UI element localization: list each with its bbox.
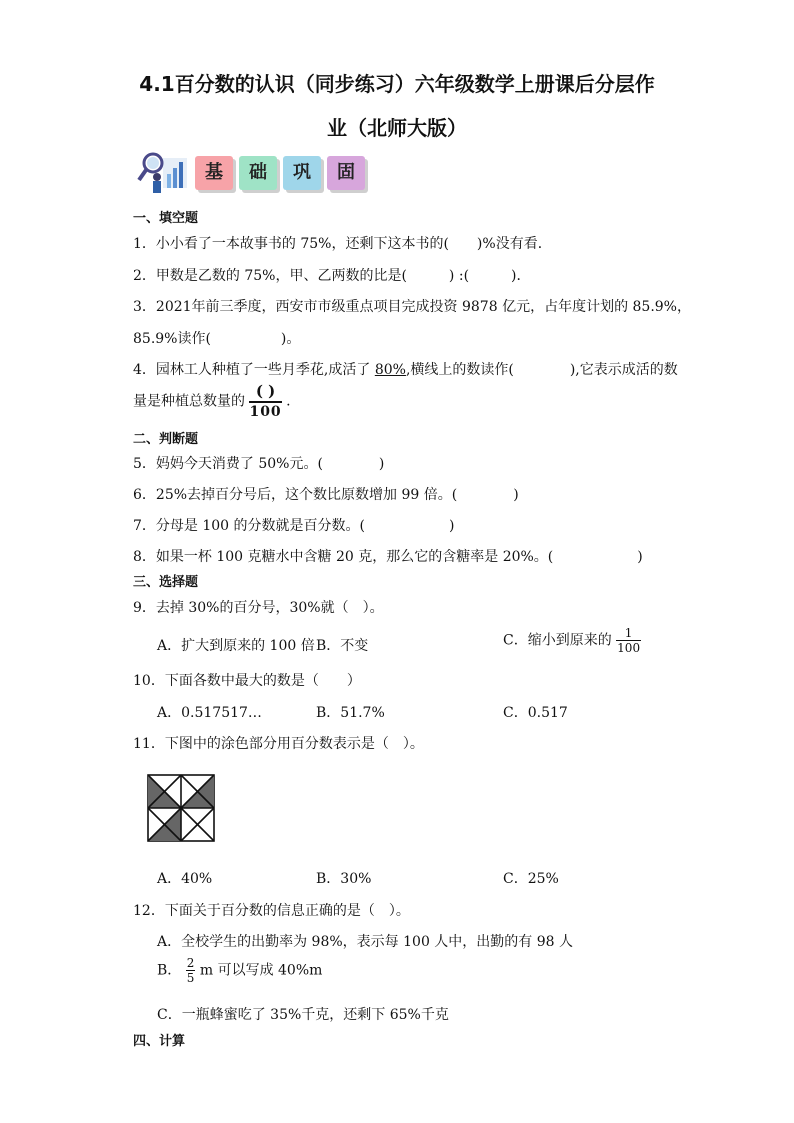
question-11-option-a: A．40% [157,871,213,887]
option-b-label: B． [157,962,182,979]
question-9-option-b: B．不变 [316,638,369,654]
option-b-fraction [186,957,196,984]
question-10-option-c: C．0.517 [503,705,568,721]
question-9: 9．去掉 30%的百分号，30%就（ ）。 [133,600,384,616]
question-4-pre: 4．园林工人种植了一些月季花,成活了 [133,362,375,378]
magnifier-chart-icon [133,150,191,194]
option-b-text: m 可以写成 40%m [199,962,323,979]
question-10-option-a: A．0.517517… [157,705,262,721]
question-4-line1 [133,359,678,379]
question-10-option-b: B．51.7% [316,705,385,721]
question-3-line1: 3．2021年前三季度，西安市市级重点项目完成投资 9878 亿元，占年度计划的 85.9%， [133,299,691,315]
question-11-option-b: B．30% [316,871,372,887]
question-8: 8．如果一杯 100 克糖水中含糖 20 克，那么它的含糖率是 20%。( ) [133,549,643,565]
question-4-end: . [286,393,291,410]
question-2: 2．甲数是乙数的 75%，甲、乙两数的比是( ) :( )． [133,268,531,284]
fraction-denominator: 100 [249,404,282,420]
fraction-numerator: 2 [186,956,195,970]
question-10: 10．下面各数中最大的数是（ ） [133,673,361,689]
question-4-underlined: 80% [374,362,406,378]
section-fill-in: 一、填空题 [133,211,199,226]
banner-tile-2: 础 [239,156,277,190]
section-calculation: 四、计算 [133,1034,186,1049]
fraction-denominator: 100 [617,641,641,655]
question-4-line2-text: 量是种植总数量的 [133,393,245,410]
question-4-line2 [133,384,291,419]
question-12: 12．下面关于百分数的信息正确的是（ ）。 [133,903,410,919]
section-true-false: 二、判断题 [133,432,199,447]
fraction-numerator: ( ) [249,384,281,403]
option-c-fraction [616,627,641,654]
question-12-option-a: A．全校学生的出勤率为 98%，表示每 100 人中，出勤的有 98 人 [157,934,574,950]
question-4-fraction [249,384,281,419]
question-1: 1．小小看了一本故事书的 75%，还剩下这本书的( )%没有看． [133,236,552,252]
question-3-line2: 85.9%读作( )。 [133,331,301,347]
shaded-grid-figure [147,774,215,842]
fraction-numerator: 1 [616,627,641,641]
question-9-option-c [503,627,641,654]
page-title-line1: 4.1百分数的认识（同步练习）六年级数学上册课后分层作 [139,72,655,96]
question-4-post: ,横线上的数读作( ),它表示成活的数 [405,362,678,378]
section-banner [133,150,373,194]
option-c-text: C．缩小到原来的 [503,632,612,649]
question-11-option-c: C．25% [503,871,559,887]
fraction-denominator: 5 [186,971,195,985]
banner-tile-4: 固 [327,156,365,190]
question-5: 5．妈妈今天消费了 50%元。( ) [133,456,385,472]
question-12-option-b [157,957,322,984]
question-11: 11．下图中的涂色部分用百分数表示是（ ）。 [133,736,424,752]
page-title-line2: 业（北师大版） [327,116,467,140]
question-12-option-c: C．一瓶蜂蜜吃了 35%千克，还剩下 65%千克 [157,1007,449,1023]
section-multiple-choice: 三、选择题 [133,575,199,590]
question-7: 7．分母是 100 的分数就是百分数。( ) [133,518,455,534]
question-9-option-a: A．扩大到原来的 100 倍 [157,638,315,654]
banner-tile-3: 巩 [283,156,321,190]
question-6: 6．25%去掉百分号后，这个数比原数增加 99 倍。( ) [133,487,519,503]
banner-tile-1: 基 [195,156,233,190]
